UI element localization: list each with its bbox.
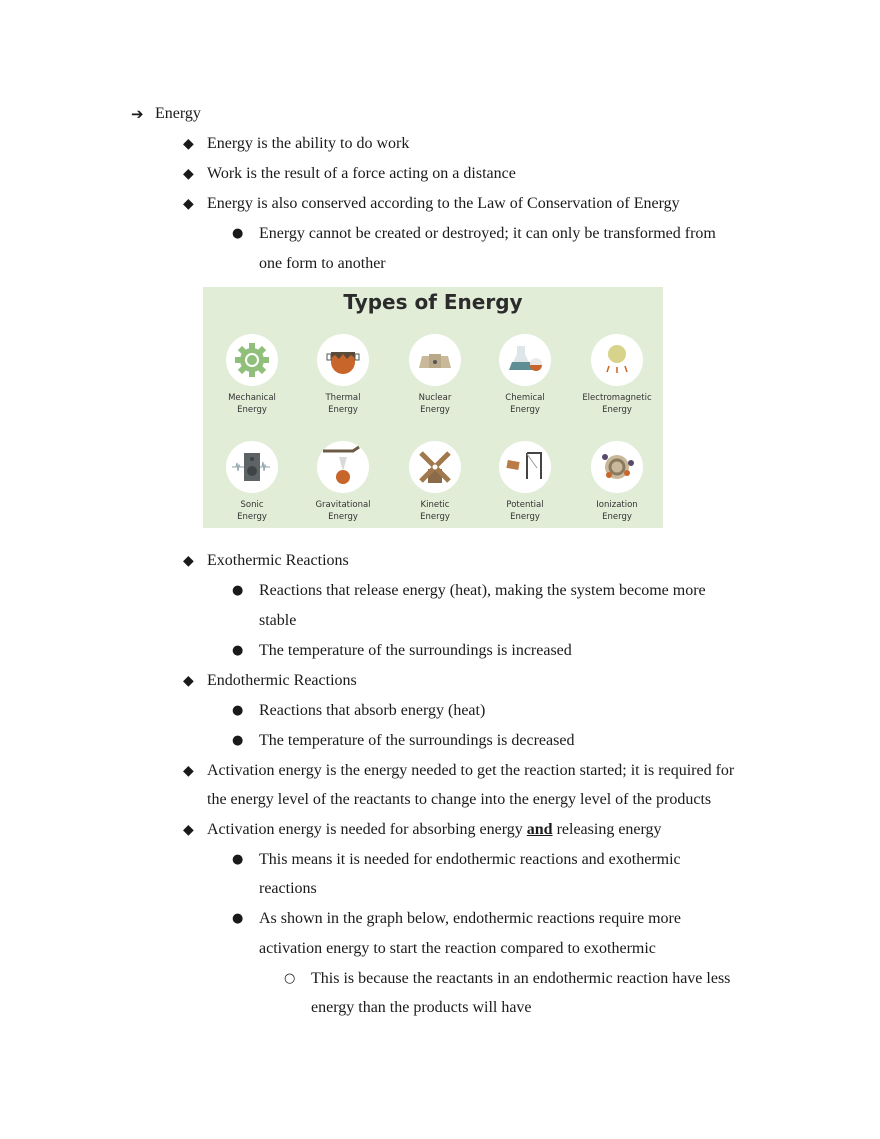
outline-line [207,756,734,786]
type-suffix: Energy [328,511,358,522]
type-name: Ionization [596,500,638,510]
type-name: Gravitational [315,500,371,510]
bullet-marker: ● [232,583,244,598]
line-text: releasing energy [552,821,662,838]
line-text: This is because the reactants in an endothermic reaction have less [311,970,731,987]
line-text: Energy is the ability to do work [207,135,410,152]
falling-apple-icon [317,441,369,493]
types-of-energy-figure [203,287,663,528]
energy-type-label [297,500,389,523]
bullet-marker: ● [232,911,244,926]
energy-type-electromagnetic [571,334,663,416]
energy-type-label [206,393,298,416]
type-suffix: Energy [328,404,358,415]
energy-type-thermal [297,334,389,416]
line-text: Energy [155,105,201,122]
energy-type-label [479,500,571,523]
line-text: This means it is needed for endothermic reactions and exothermic [259,851,681,868]
energy-type-label [389,500,481,523]
line-text: energy than the products will have [311,999,532,1016]
line-text: Reactions that release energy (heat), making the system become more [259,582,706,599]
energy-type-nuclear [389,334,481,416]
outline-line [259,934,656,964]
line-text: Activation energy is needed for absorbing energy [207,821,527,838]
line-text: The temperature of the surroundings is decreased [259,732,575,749]
outline-line [259,904,681,934]
energy-type-label [297,393,389,416]
bullet-marker: ➔ [131,105,144,123]
outline-line [311,964,730,994]
energy-type-gravitational [297,441,389,523]
energy-type-potential [479,441,571,523]
energy-type-sonic [206,441,298,523]
bullet-marker: ● [232,703,244,718]
outline-line [259,845,681,875]
line-text: one form to another [259,255,386,272]
outline-line [259,576,706,606]
outline-line [207,785,711,815]
bullet-marker: ● [232,643,244,658]
bullet-marker: ◆ [183,136,194,152]
type-name: Kinetic [420,500,450,510]
bullet-marker: ○ [284,971,296,986]
energy-type-label [571,393,663,416]
type-suffix: Energy [237,404,267,415]
outline-line [259,874,317,904]
outline-line [259,636,572,666]
figure-title: Types of Energy [343,290,523,314]
line-text: Energy cannot be created or destroyed; it can only be transformed from [259,225,716,242]
line-text: Reactions that absorb energy (heat) [259,702,486,719]
energy-type-label [206,500,298,523]
type-name: Chemical [505,393,545,403]
bullet-marker: ◆ [183,673,194,689]
line-text: Exothermic Reactions [207,552,349,569]
type-name: Sonic [240,500,264,510]
pot-fire-icon [317,334,369,386]
outline-line [155,99,201,129]
type-suffix: Energy [602,404,632,415]
nuclear-plant-icon [409,334,461,386]
energy-type-label [389,393,481,416]
type-name: Nuclear [418,393,452,403]
line-text: activation energy to start the reaction compared to exothermic [259,940,656,957]
outline-line [259,249,386,279]
type-suffix: Energy [420,404,450,415]
bullet-marker: ◆ [183,553,194,569]
bullet-marker: ◆ [183,822,194,838]
line-text: Activation energy is the energy needed to get the reaction started; it is required for [207,762,735,779]
windmill-icon [409,441,461,493]
line-text: Energy is also conserved according to the Law of Conservation of Energy [207,195,680,212]
outline-line [207,666,357,696]
flask-icon [499,334,551,386]
type-name: Potential [506,500,544,510]
line-text: As shown in the graph below, endothermic reactions require more [259,910,681,927]
type-suffix: Energy [510,404,540,415]
energy-type-label [479,393,571,416]
outline-line [259,219,716,249]
atom-icon [591,441,643,493]
line-text: The temperature of the surroundings is increased [259,642,572,659]
outline-line [259,696,485,726]
outline-line [311,993,532,1023]
line-text: stable [259,612,297,629]
type-name: Electromagnetic [582,393,652,403]
type-suffix: Energy [420,511,450,522]
bullet-marker: ◆ [183,166,194,182]
type-name: Thermal [325,393,361,403]
outline-line [207,189,680,219]
bullet-marker: ● [232,733,244,748]
type-suffix: Energy [602,511,632,522]
gear-icon [226,334,278,386]
outline-line [207,815,662,845]
bullet-marker: ◆ [183,763,194,779]
energy-type-mechanical [206,334,298,416]
line-text: the energy level of the reactants to change into the energy level of the products [207,791,712,808]
line-text: Endothermic Reactions [207,672,357,689]
line-text: Work is the result of a force acting on a distance [207,165,516,182]
bullet-marker: ● [232,852,244,867]
energy-type-kinetic [389,441,481,523]
energy-type-ionization [571,441,663,523]
outline-line [259,606,296,636]
type-name: Mechanical [228,393,276,403]
outline-line [207,129,409,159]
sun-icon [591,334,643,386]
speaker-icon [226,441,278,493]
energy-type-chemical [479,334,571,416]
bullet-marker: ● [232,226,244,241]
type-suffix: Energy [237,511,267,522]
bullet-marker: ◆ [183,196,194,212]
emphasis-text: and [526,821,553,838]
swing-icon [499,441,551,493]
energy-type-label [571,500,663,523]
line-text: reactions [259,880,317,897]
type-suffix: Energy [510,511,540,522]
outline-line [207,546,349,576]
outline-line [207,159,516,189]
outline-line [259,726,574,756]
